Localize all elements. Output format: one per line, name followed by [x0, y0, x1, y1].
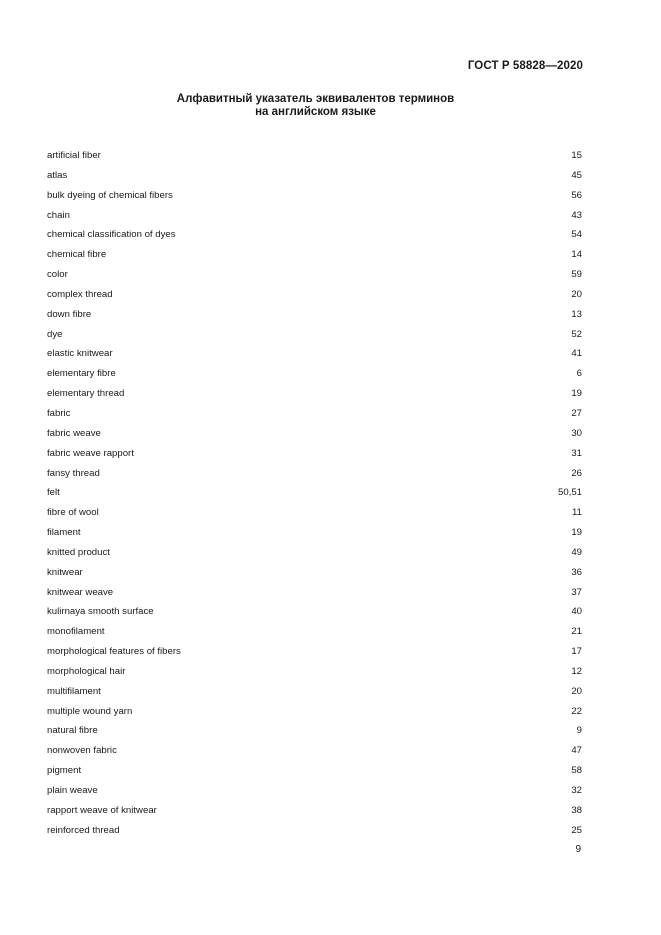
index-page-ref: 27	[571, 407, 582, 419]
index-entry	[47, 803, 582, 823]
index-term: knitted product	[47, 546, 110, 558]
index-page-ref: 19	[571, 527, 582, 539]
index-page-ref: 13	[571, 308, 582, 320]
index-term: reinforced thread	[47, 824, 120, 836]
index-page-ref: 45	[571, 169, 582, 181]
index-term: morphological features of fibers	[47, 646, 181, 658]
index-title	[0, 93, 631, 119]
index-title-line-1: Алфавитный указатель эквивалентов терминов	[176, 93, 455, 105]
index-term: fabric	[47, 407, 71, 419]
index-entry	[47, 267, 582, 287]
index-page-ref: 9	[576, 725, 582, 737]
index-entry	[47, 188, 582, 208]
index-term: multifilament	[47, 685, 101, 697]
index-entry	[47, 644, 582, 664]
index-entry	[47, 684, 582, 704]
index-term: chain	[47, 209, 70, 221]
index-term: chemical classification of dyes	[47, 229, 176, 241]
index-entry	[47, 565, 582, 585]
index-page-ref: 52	[571, 328, 582, 340]
index-page-ref: 40	[571, 606, 582, 618]
index-entry	[47, 327, 582, 347]
index-page-ref: 32	[571, 785, 582, 796]
index-term: felt	[47, 487, 60, 499]
index-term: pigment	[47, 765, 82, 777]
index-page-ref: 54	[571, 229, 582, 241]
index-entry	[47, 406, 582, 426]
index-page-ref: 58	[571, 765, 582, 777]
index-entry	[47, 585, 582, 605]
index-page-ref: 11	[572, 507, 582, 519]
document-code: ГОСТ Р 58828—2020	[467, 60, 583, 72]
index-term: nonwoven fabric	[47, 745, 117, 757]
index-page-ref: 6	[576, 368, 582, 380]
index-term: elastic knitwear	[47, 348, 113, 360]
index-entry	[47, 227, 582, 247]
index-page-ref: 38	[571, 804, 582, 816]
index-page-ref: 31	[571, 447, 582, 459]
index-page-ref: 30	[571, 427, 582, 439]
index-page-ref: 59	[571, 269, 582, 281]
index-term: monofilament	[47, 626, 105, 638]
index-entry	[47, 148, 582, 168]
index-entry	[47, 783, 582, 803]
index-entry	[47, 743, 582, 763]
index-page-ref: 37	[571, 586, 582, 598]
index-term: atlas	[47, 169, 68, 181]
index-entry	[47, 386, 582, 406]
index-term: fansy thread	[47, 467, 100, 479]
index-term: multiple wound yarn	[47, 705, 133, 717]
index-term: knitwear	[47, 566, 83, 578]
index-term: complex thread	[47, 288, 113, 300]
index-entry	[47, 505, 582, 525]
index-entry	[47, 287, 582, 307]
index-entry	[47, 525, 582, 545]
index-entry	[47, 823, 582, 843]
index-page-ref: 47	[571, 745, 582, 757]
index-page-ref: 20	[571, 288, 582, 300]
page-number: 9	[575, 844, 581, 855]
index-page-ref: 41	[571, 348, 582, 360]
index-entry	[47, 307, 582, 327]
index-entry	[47, 466, 582, 486]
index-term: color	[47, 269, 68, 281]
index-page-ref: 19	[571, 388, 582, 400]
index-term: fibre of wool	[47, 507, 99, 519]
index-page-ref: 25	[571, 824, 582, 836]
index-term: down fibre	[47, 308, 92, 320]
index-entry	[47, 208, 582, 228]
index-entry	[47, 664, 582, 684]
index-page-ref: 49	[571, 546, 582, 558]
index-term: elementary fibre	[47, 368, 116, 380]
index-entry	[47, 247, 582, 267]
index-page-ref: 14	[571, 249, 582, 261]
index-entry	[47, 763, 582, 783]
index-entry	[47, 704, 582, 724]
index-term: filament	[47, 527, 81, 539]
index-page-ref: 56	[571, 189, 582, 201]
index-term: natural fibre	[47, 725, 98, 737]
index-page-ref: 22	[571, 705, 582, 717]
index-page-ref: 12	[571, 665, 582, 677]
index-entry	[47, 624, 582, 644]
index-term: morphological hair	[47, 665, 126, 677]
index-term: artificial fiber	[47, 150, 101, 161]
index-term: elementary thread	[47, 388, 125, 400]
index-term: chemical fibre	[47, 249, 107, 261]
index-page-ref: 43	[571, 209, 582, 221]
index-page-ref: 20	[571, 685, 582, 697]
index-term: bulk dyeing of chemical fibers	[47, 189, 173, 201]
index-page-ref: 50,51	[557, 487, 582, 499]
index-page-ref: 17	[571, 646, 582, 658]
index-entry	[47, 604, 582, 624]
index-page-ref: 15	[571, 150, 582, 161]
index-term: dye	[47, 328, 63, 340]
index-page-ref: 21	[571, 626, 582, 638]
index-page-ref: 36	[571, 566, 582, 578]
index-entry	[47, 545, 582, 565]
index-term: fabric weave rapport	[47, 447, 134, 459]
index-term: kulirnaya smooth surface	[47, 606, 154, 618]
index-entry	[47, 366, 582, 386]
index-term: plain weave	[47, 785, 98, 796]
index-term: rapport weave of knitwear	[47, 804, 157, 816]
index-term: fabric weave	[47, 427, 101, 439]
index-entry	[47, 723, 582, 743]
index-term: knitwear weave	[47, 586, 114, 598]
index-entry	[47, 346, 582, 366]
index-entry	[47, 446, 582, 466]
index-page-ref: 26	[571, 467, 582, 479]
index-entry	[47, 168, 582, 188]
index-entry	[47, 426, 582, 446]
index-list	[47, 148, 582, 843]
index-title-line-2: на английском языке	[255, 106, 376, 118]
index-entry	[47, 485, 582, 505]
